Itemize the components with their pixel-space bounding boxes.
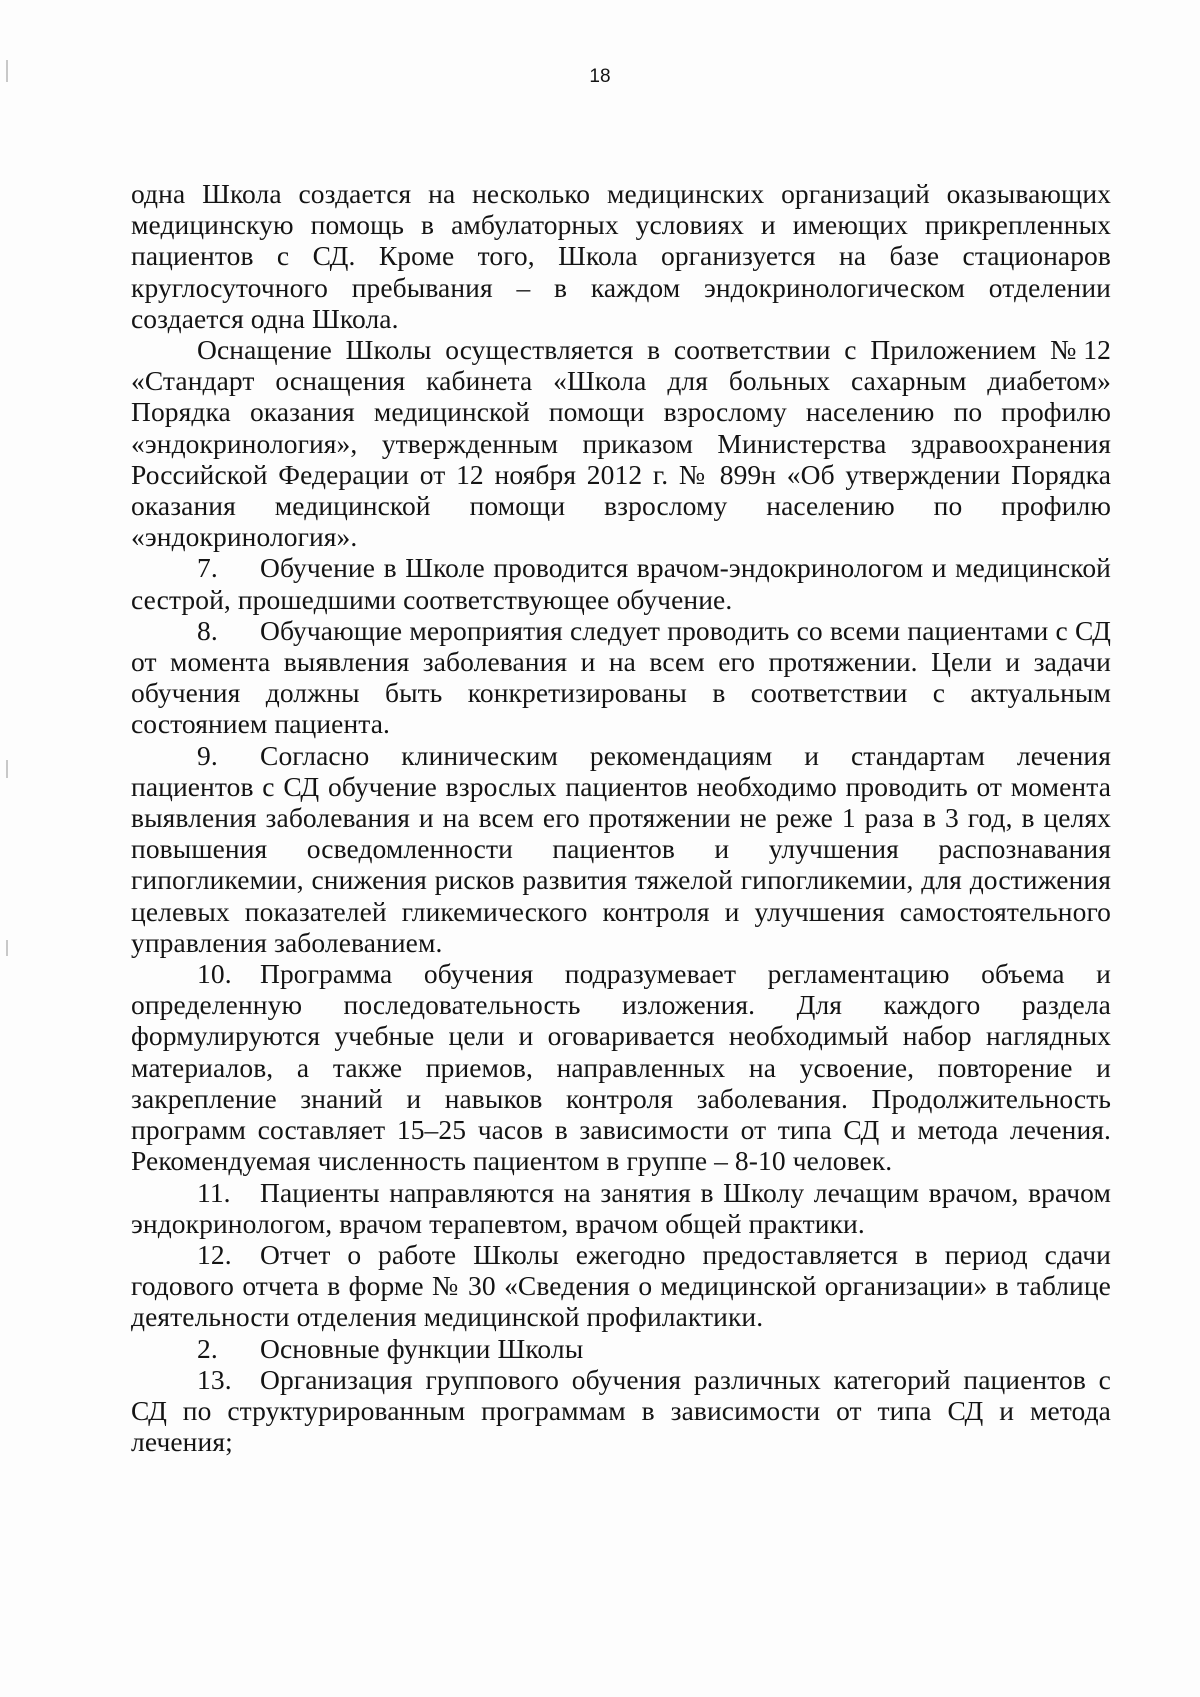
paragraph-continuation: [131, 178, 1111, 334]
paragraph-text: Обучающие мероприятия следует проводить со всеми пациентами с СД от момента выявления заболевания и на всем его протяжении. Цели и задачи обучения должны быть конкретизированы в соответствии с актуальным состоянием пациента.: [131, 614, 1111, 740]
paragraph-equipment: [131, 334, 1111, 552]
item-number: 11.: [197, 1176, 231, 1208]
item-number: 9.: [197, 739, 218, 771]
paragraph-item-8: [131, 615, 1111, 740]
item-number: 13.: [197, 1363, 232, 1395]
page-number: 18: [589, 66, 611, 87]
paragraph-item-11: [131, 1177, 1111, 1239]
item-number: 12.: [197, 1238, 232, 1270]
paragraph-text: одна Школа создается на несколько медицинских организаций оказывающих медицинскую помощь в амбулаторных условиях и имеющих прикрепленных пациентов с СД. Кроме того, Школа организуется на базе стационаров круглосуточного пребывания – в каждом эндокринологическом отделении создается одна Школа.: [131, 178, 1111, 334]
paragraph-text: Отчет о работе Школы ежегодно предоставляется в период сдачи годового отчета в форме № 30 «Сведения о медицинской организации» в таблице деятельности отделения медицинской профилактики.: [131, 1238, 1111, 1333]
document-body: [131, 178, 1111, 1457]
paragraph-item-12: [131, 1239, 1111, 1333]
item-number: 8.: [197, 614, 218, 646]
section-number: 2.: [197, 1332, 218, 1364]
item-number: 10.: [197, 958, 232, 990]
paragraph-text: Обучение в Школе проводится врачом-эндокринологом и медицинской сестрой, прошедшими соответствующее обучение.: [131, 552, 1111, 615]
paragraph-item-10: [131, 958, 1111, 1176]
paragraph-text: Согласно клиническим рекомендациям и стандартам лечения пациентов с СД обучение взрослых пациентов необходимо проводить от момента выявления заболевания и на всем его протяжении не реже 1 раза в 3 год, в целях повышения осведомленности пациентов и улучшения распознавания гипогликемии, снижения рисков развития тяжелой гипогликемии, для достижения целевых показателей гликемического контроля и улучшения самостоятельного управления заболеванием.: [131, 739, 1111, 958]
paragraph-text: Оснащение Школы осуществляется в соответствии с Приложением №12 «Стандарт оснащения кабинета «Школа для больных сахарным диабетом» Порядка оказания медицинской помощи взрослому населению по профилю «эндокринология», утвержденным приказом Министерства здравоохранения Российской Федерации от 12 ноября 2012 г. № 899н «Об утверждении Порядка оказания медицинской помощи взрослому населению по профилю «эндокринология».: [131, 334, 1111, 553]
paragraph-item-13: [131, 1364, 1111, 1458]
scan-artifact: [6, 940, 8, 956]
section-heading: [131, 1333, 1111, 1364]
paragraph-text: Организация группового обучения различных категорий пациентов с СД по структурированным программам в зависимости от типа СД и метода лечения;: [131, 1363, 1111, 1458]
paragraph-text: Программа обучения подразумевает регламентацию объема и определенную последовательность изложения. Для каждого раздела формулируются учебные цели и оговаривается необходимый набор наглядных материалов, а также приемов, направленных на усвоение, повторение и закрепление знаний и навыков контроля заболевания. Продолжительность программ составляет 15–25 часов в зависимости от типа СД и метода лечения. Рекомендуемая численность пациентом в группе – 8-10 человек.: [131, 958, 1111, 1177]
paragraph-text: Пациенты направляются на занятия в Школу лечащим врачом, врачом эндокринологом, врачом терапевтом, врачом общей практики.: [131, 1176, 1111, 1239]
section-title: Основные функции Школы: [260, 1332, 584, 1364]
scan-artifact: [6, 760, 8, 778]
paragraph-item-9: [131, 740, 1111, 958]
paragraph-item-7: [131, 552, 1111, 614]
item-number: 7.: [197, 552, 218, 584]
